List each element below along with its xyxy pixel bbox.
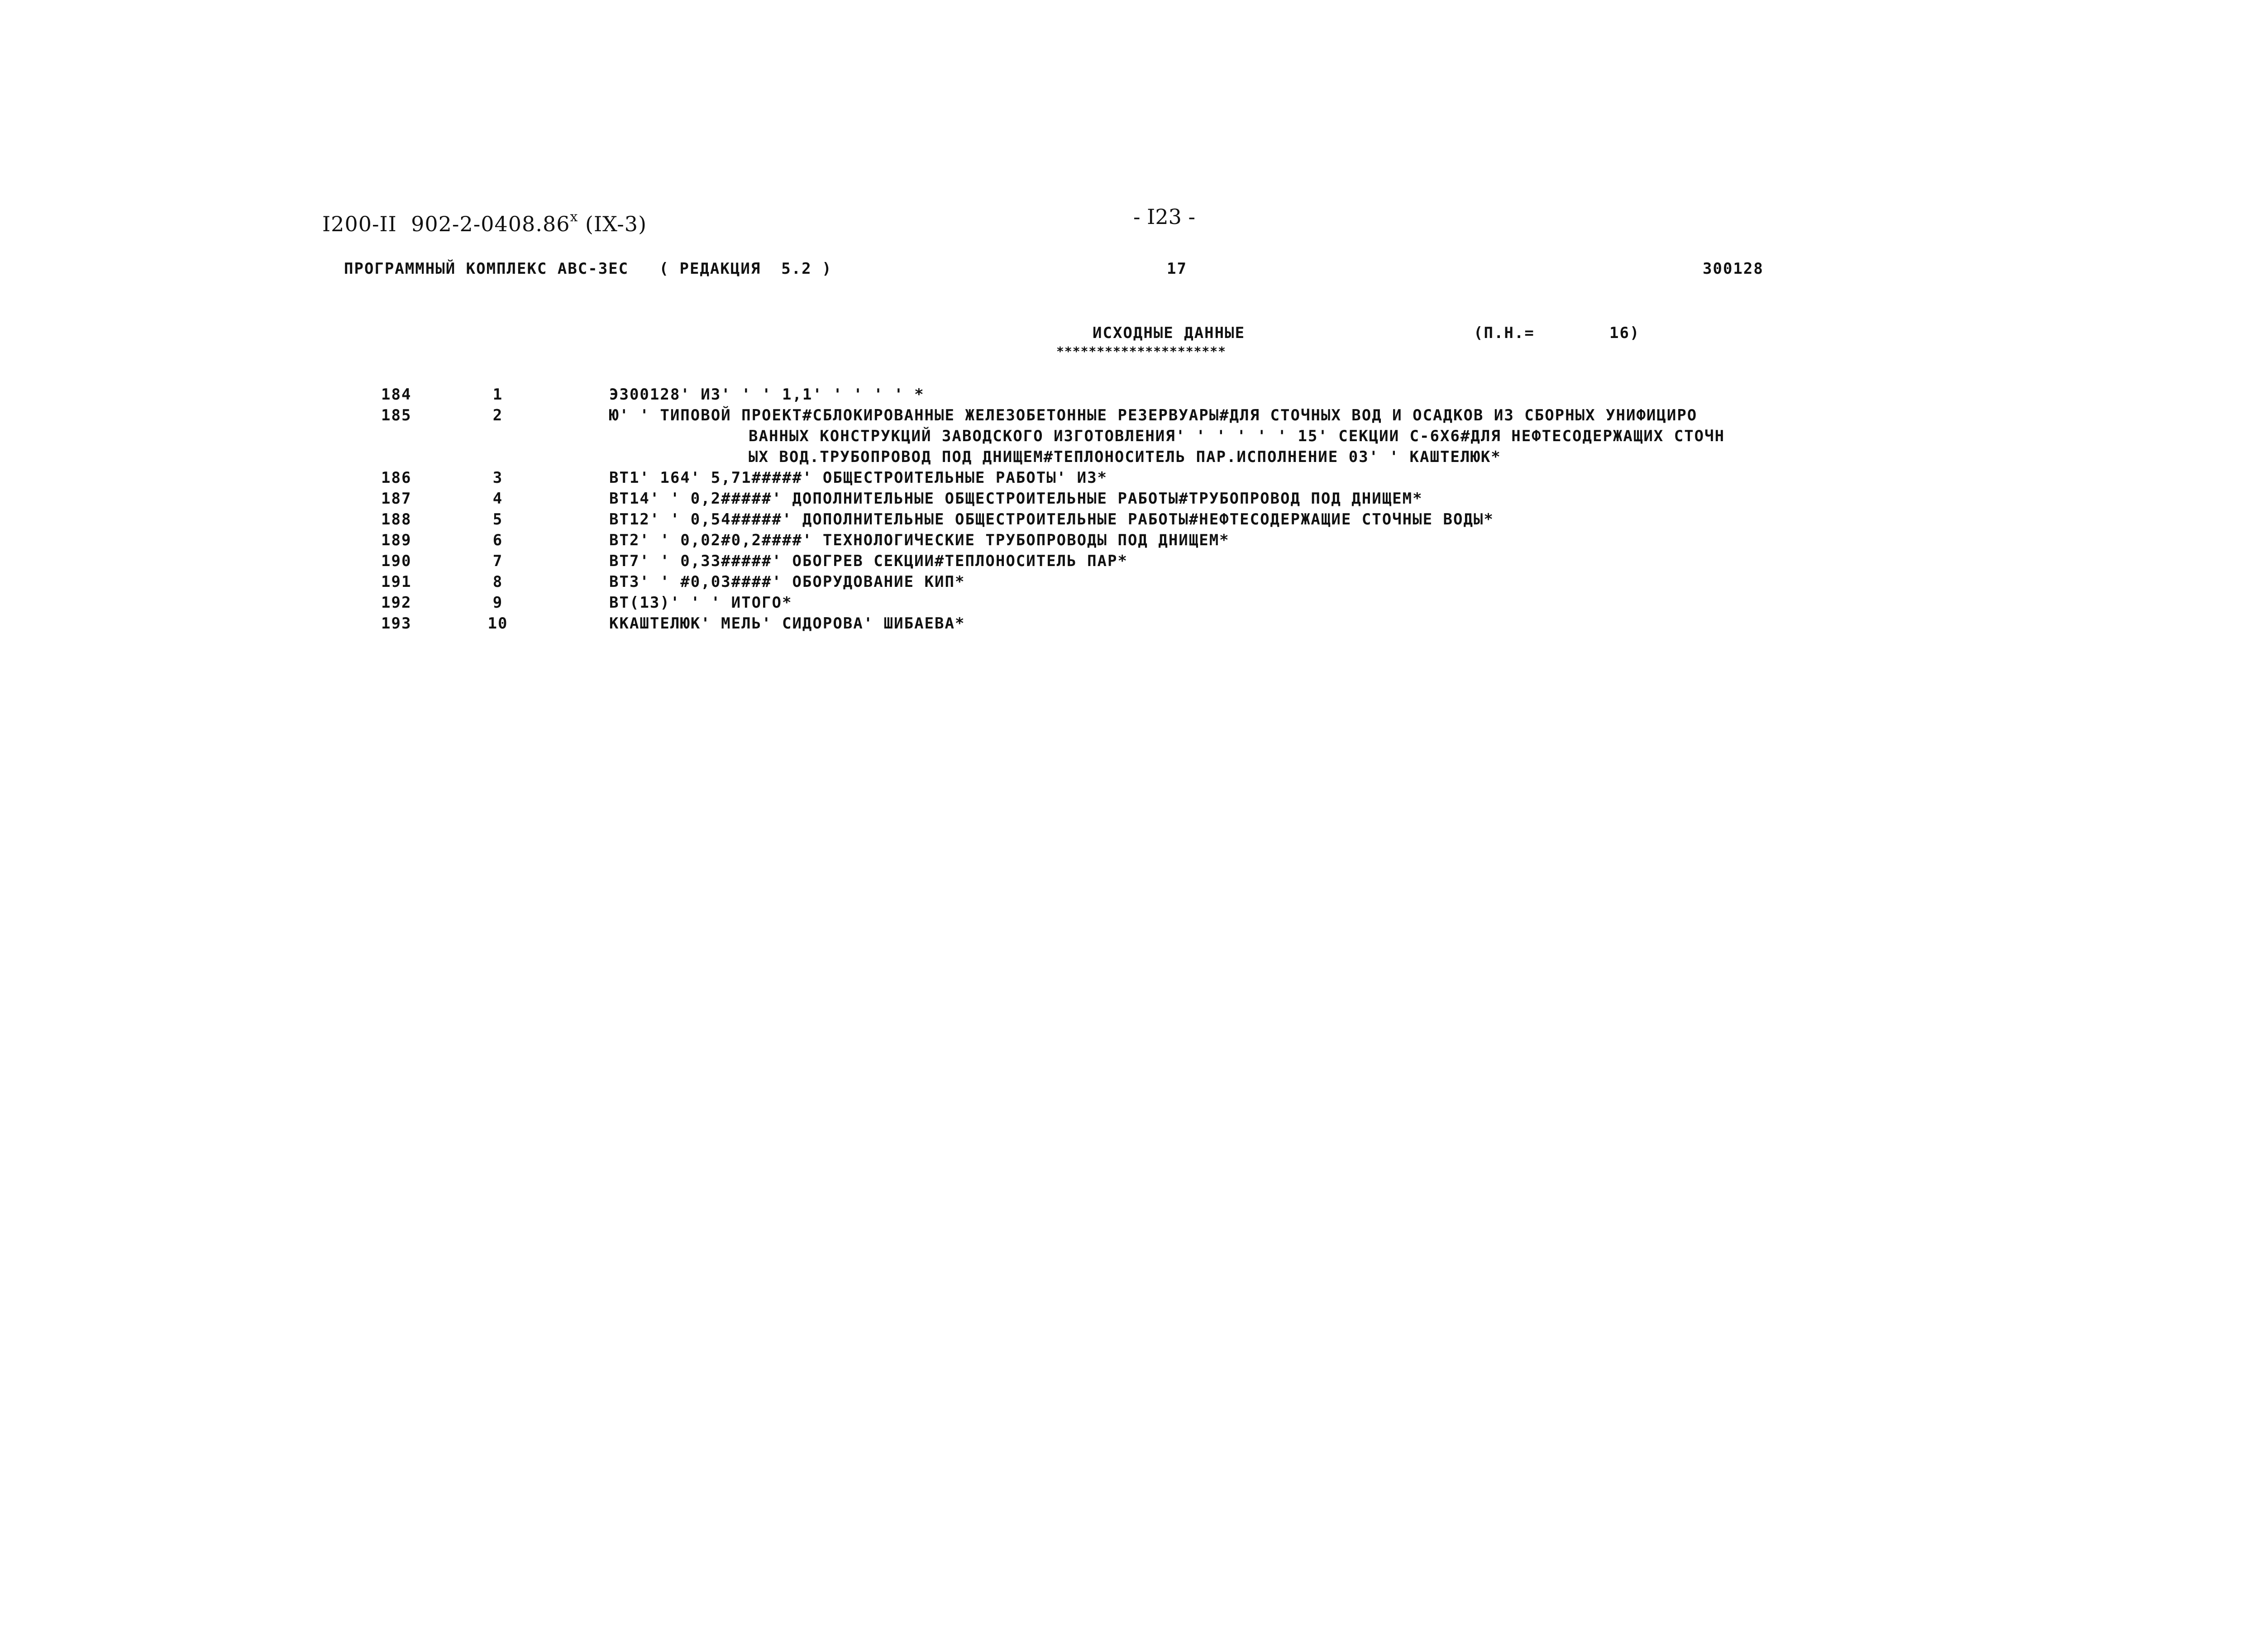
row-text: ВТ1' 164' 5,71#####' ОБЩЕСТРОИТЕЛЬНЫЕ РАБОТЫ' ИЗ*: [609, 469, 1108, 487]
row-continuation-text: ВАННЫХ КОНСТРУКЦИЙ ЗАВОДСКОГО ИЗГОТОВЛЕНИЯ' ' ' ' ' ' 15' СЕКЦИИ С-6Х6#ДЛЯ НЕФТЕСОДЕРЖАЩИХ СТОЧН: [749, 427, 1725, 445]
row-text: ВТ12' ' 0,54#####' ДОПОЛНИТЕЛЬНЫЕ ОБЩЕСТРОИТЕЛЬНЫЕ РАБОТЫ#НЕФТЕСОДЕРЖАЩИЕ СТОЧНЫЕ ВОДЫ*: [609, 510, 1494, 528]
row-sequence-number: 193: [381, 614, 412, 633]
listing-row: [0, 406, 2248, 427]
section-param-label: (П.Н.=: [1474, 324, 1535, 342]
listing-row: [0, 510, 2248, 531]
document-id-superscript: x: [570, 209, 578, 225]
listing-number: 17: [1167, 260, 1187, 278]
row-text: ВТ7' ' 0,33#####' ОБОГРЕВ СЕКЦИИ#ТЕПЛОНОСИТЕЛЬ ПАР*: [609, 552, 1128, 570]
section-title: ИСХОДНЫЕ ДАННЫЕ: [1093, 324, 1246, 342]
listing-row: [0, 573, 2248, 594]
row-line-number: 4: [492, 490, 503, 508]
row-text: ККАШТЕЛЮК' МЕЛЬ' СИДОРОВА' ШИБАЕВА*: [609, 614, 965, 633]
listing-row: [0, 386, 2248, 406]
row-sequence-number: 191: [381, 573, 412, 591]
document-id-number: I200-II 902-2-0408.86: [322, 212, 570, 236]
section-underline: *********************: [1056, 344, 1227, 359]
row-sequence-number: 187: [381, 490, 412, 508]
document-id-suffix: (IX-3): [578, 212, 647, 236]
row-sequence-number: 186: [381, 469, 412, 487]
listing-row: [0, 531, 2248, 552]
program-title: ПРОГРАММНЫЙ КОМПЛЕКС АВС-ЗЕС ( РЕДАКЦИЯ 5.2 ): [344, 260, 832, 278]
row-line-number: 5: [492, 510, 503, 528]
row-line-number: 7: [492, 552, 503, 570]
row-text: ВТ14' ' 0,2#####' ДОПОЛНИТЕЛЬНЫЕ ОБЩЕСТРОИТЕЛЬНЫЕ РАБОТЫ#ТРУБОПРОВОД ПОД ДНИЩЕМ*: [609, 490, 1423, 508]
row-sequence-number: 188: [381, 510, 412, 528]
row-line-number: 3: [492, 469, 503, 487]
row-continuation-text: ЫХ ВОД.ТРУБОПРОВОД ПОД ДНИЩЕМ#ТЕПЛОНОСИТЕЛЬ ПАР.ИСПОЛНЕНИЕ 03' ' КАШТЕЛЮК*: [749, 448, 1501, 466]
row-text: Ю' ' ТИПОВОЙ ПРОЕКТ#СБЛОКИРОВАННЫЕ ЖЕЛЕЗОБЕТОННЫЕ РЕЗЕРВУАРЫ#ДЛЯ СТОЧНЫХ ВОД И ОСАДКОВ ИЗ СБОРНЫХ УНИФИЦИРО: [609, 406, 1698, 424]
listing-row-continuation: [0, 427, 2248, 448]
listing-row-continuation: [0, 448, 2248, 469]
data-listing: [0, 386, 2248, 635]
row-text: ВТ2' ' 0,02#0,2####' ТЕХНОЛОГИЧЕСКИЕ ТРУБОПРОВОДЫ ПОД ДНИЩЕМ*: [609, 531, 1230, 549]
listing-row: [0, 614, 2248, 635]
row-line-number: 1: [492, 386, 503, 404]
document-id: [322, 209, 647, 236]
listing-row: [0, 552, 2248, 573]
row-line-number: 10: [487, 614, 508, 633]
row-line-number: 8: [492, 573, 503, 591]
row-line-number: 2: [492, 406, 503, 424]
row-sequence-number: 192: [381, 594, 412, 612]
row-sequence-number: 190: [381, 552, 412, 570]
row-text: ВТ3' ' #0,03####' ОБОРУДОВАНИЕ КИП*: [609, 573, 965, 591]
row-text: ВТ(13)' ' ' ИТОГО*: [609, 594, 792, 612]
row-sequence-number: 184: [381, 386, 412, 404]
row-sequence-number: 189: [381, 531, 412, 549]
listing-row: [0, 594, 2248, 614]
section-param-value: 16): [1609, 324, 1640, 342]
page-number: - I23 -: [1133, 205, 1196, 229]
row-sequence-number: 185: [381, 406, 412, 424]
row-line-number: 9: [492, 594, 503, 612]
listing-row: [0, 469, 2248, 490]
row-line-number: 6: [492, 531, 503, 549]
job-code: 300128: [1703, 260, 1764, 278]
row-text: Э300128' ИЗ' ' ' 1,1' ' ' ' ' *: [609, 386, 925, 404]
listing-row: [0, 490, 2248, 510]
